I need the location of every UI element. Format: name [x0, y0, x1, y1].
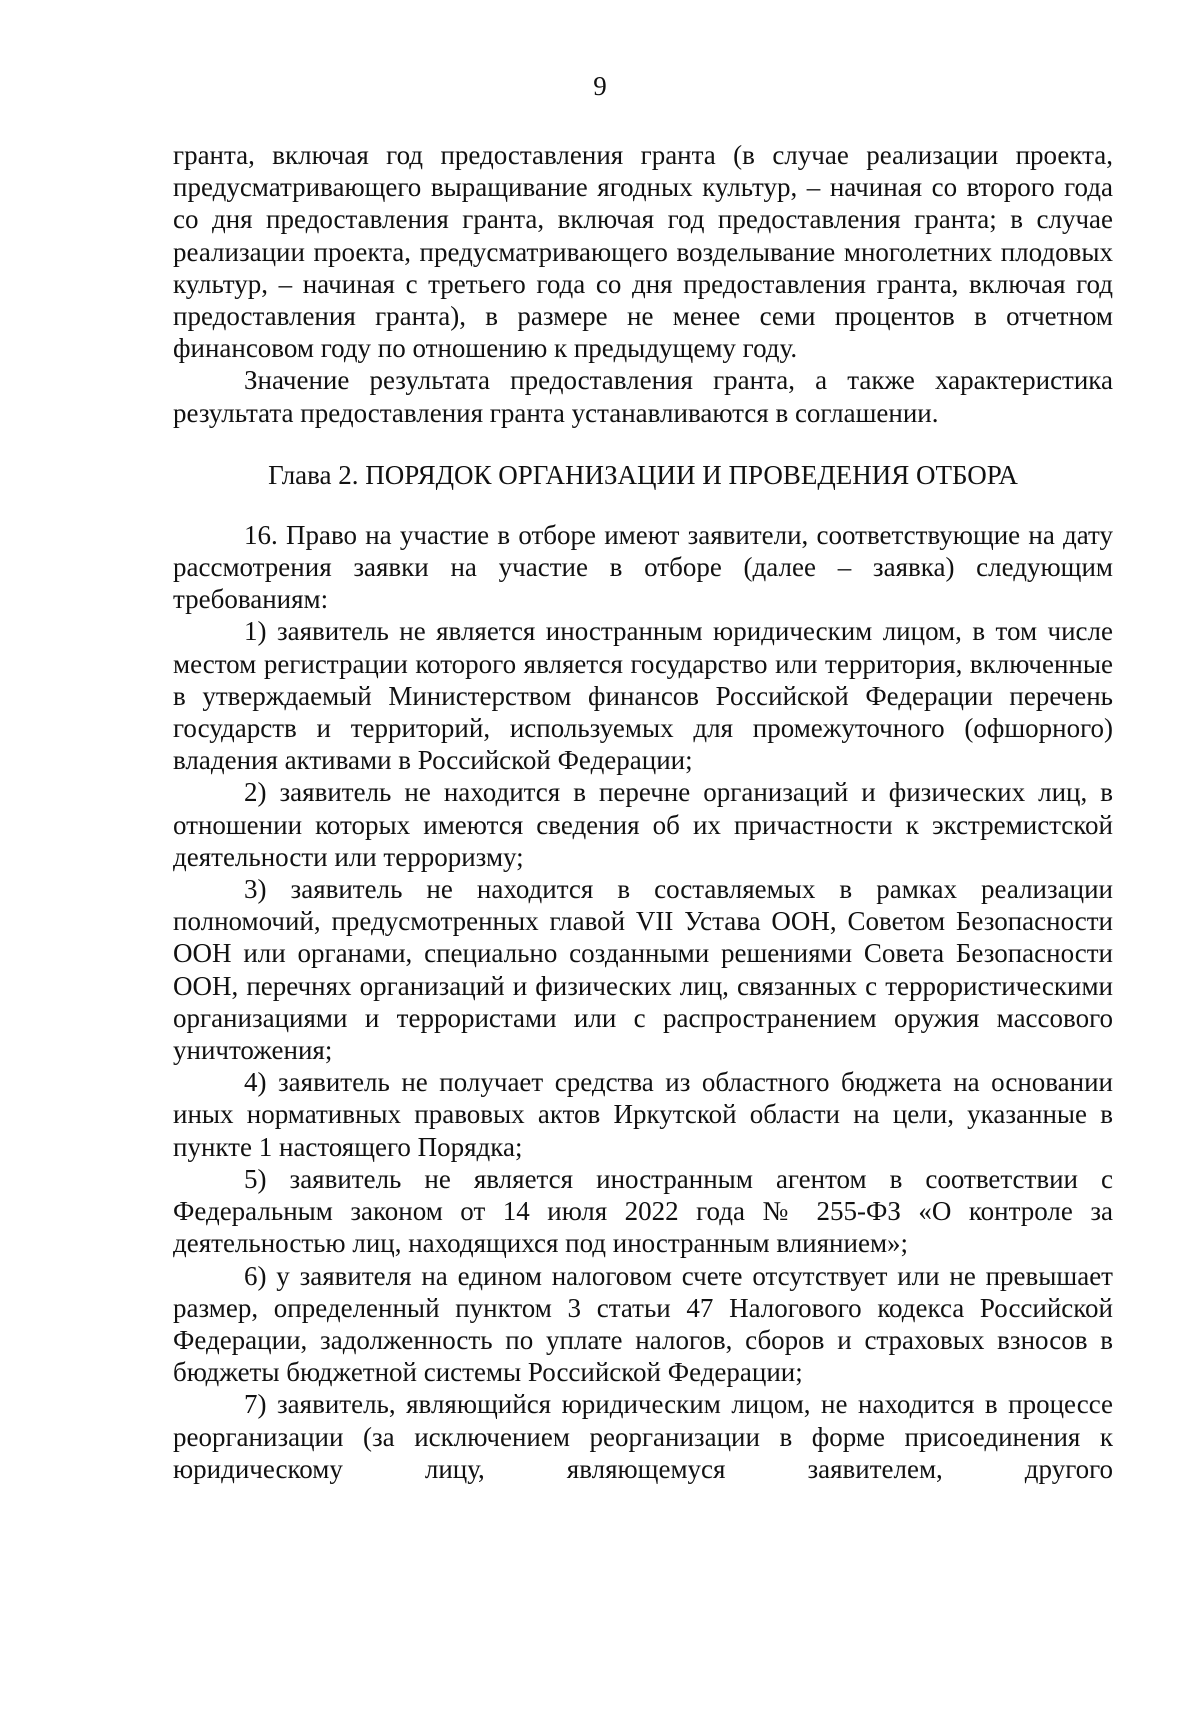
- paragraph-requirement-4: 4) заявитель не получает средства из областного бюджета на основании иных нормативных правовых актов Иркутской области на цели, указанные в пункте 1 настоящего Порядка;: [173, 1067, 1113, 1162]
- paragraph-result-value: Значение результата предоставления гранта, а также характеристика результата предоставления гранта устанавливаются в соглашении.: [173, 365, 1113, 428]
- paragraph-requirement-3: 3) заявитель не находится в составляемых в рамках реализации полномочий, предусмотренных главой VII Устава ООН, Советом Безопасности ООН или органами, специально созданными решениями Совета Безопасности ООН, перечнях организаций и физических лиц, связанных с террористическими организациями и террористами или с распространением оружия массового уничтожения;: [173, 874, 1113, 1066]
- paragraph-item-16: 16. Право на участие в отборе имеют заявители, соответствующие на дату рассмотрения заявки на участие в отборе (далее – заявка) следующим требованиям:: [173, 519, 1113, 615]
- paragraph-continuation: гранта, включая год предоставления гранта (в случае реализации проекта, предусматривающего выращивание ягодных культур, – начиная со второго года со дня предоставления гранта, включая год предоставления гранта; в случае реализации проекта, предусматривающего возделывание многолетних плодовых культур, – начиная с третьего года со дня предоставления гранта, включая год предоставления гранта), в размере не менее семи процентов в отчетном финансовом году по отношению к предыдущему году.: [173, 140, 1113, 364]
- paragraph-requirement-5: 5) заявитель не является иностранным агентом в соответствии с Федеральным законом от 14 июля 2022 года № 255-ФЗ «О контроле за деятельностью лиц, находящихся под иностранным влиянием»;: [173, 1163, 1113, 1259]
- paragraph-requirement-2: 2) заявитель не находится в перечне организаций и физических лиц, в отношении которых имеются сведения об их причастности к экстремистской деятельности или терроризму;: [173, 777, 1113, 872]
- paragraph-requirement-6: 6) у заявителя на едином налоговом счете отсутствует или не превышает размер, определенный пунктом 3 статьи 47 Налогового кодекса Российской Федерации, задолженность по уплате налогов, сборов и страховых взносов в бюджеты бюджетной системы Российской Федерации;: [173, 1260, 1113, 1388]
- chapter-heading: Глава 2. ПОРЯДОК ОРГАНИЗАЦИИ И ПРОВЕДЕНИЯ ОТБОРА: [268, 459, 1018, 490]
- document-body: [173, 139, 1113, 1485]
- paragraph-requirement-7: 7) заявитель, являющийся юридическим лицом, не находится в процессе реорганизации (за исключением реорганизации в форме присоединения к юридическому лицу, являющемуся заявителем, другого: [173, 1389, 1113, 1484]
- page-number: 9: [593, 71, 607, 101]
- paragraph-requirement-1: 1) заявитель не является иностранным юридическим лицом, в том числе местом регистрации которого является государство или территория, включенные в утверждаемый Министерством финансов Российской Федерации перечень государств и территорий, используемых для промежуточного (офшорного) владения активами в Российской Федерации;: [173, 616, 1113, 776]
